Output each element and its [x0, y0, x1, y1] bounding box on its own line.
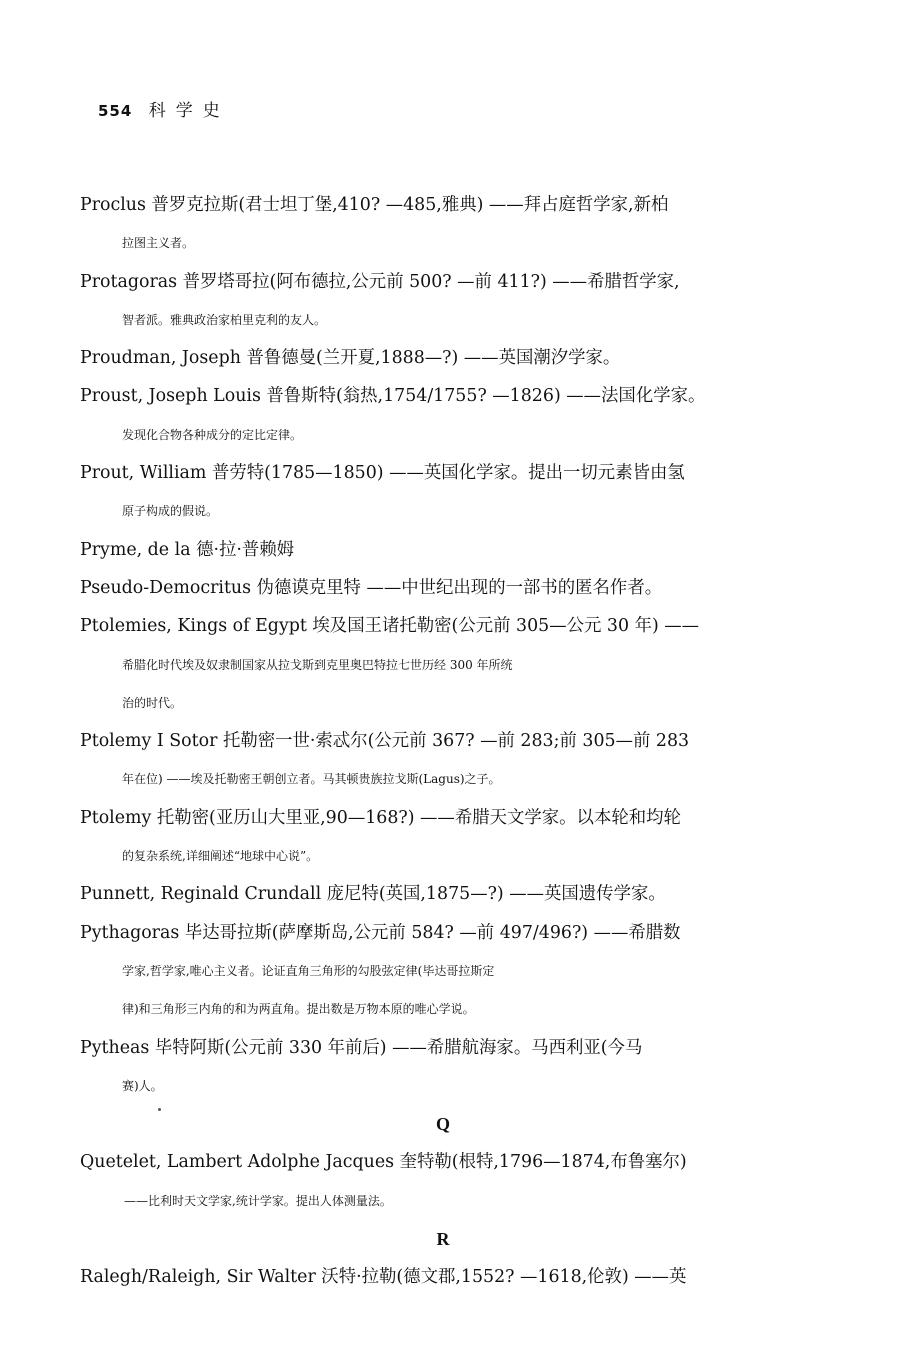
glossary-body [80, 186, 806, 1297]
entry-continuation-line: 拉图主义者。 [122, 236, 195, 251]
page-header [98, 96, 230, 121]
entry-first-line: Ptolemy 托勒密(亚历山大里亚,90—168?) ——希腊天文学家。以本轮和均轮 [80, 807, 681, 828]
entry-continuation-line: ——比利时天文学家,统计学家。提出人体测量法。 [124, 1193, 392, 1208]
glossary-entry [80, 531, 806, 569]
entry-first-line: Pryme, de la 德·拉·普赖姆 [80, 539, 295, 560]
glossary-entry [80, 377, 806, 454]
entry-first-line: Punnett, Reginald Crundall 庞尼特(英国,1875—?) ——英国遗传学家。 [80, 884, 666, 905]
entry-continuation-line: 智者派。雅典政治家柏里克利的友人。 [122, 312, 327, 327]
section-heading-r: R [436, 1229, 450, 1250]
running-title: 科学史 [148, 101, 230, 121]
entry-first-line: Pythagoras 毕达哥拉斯(萨摩斯岛,公元前 584? —前 497/496?) ——希腊数 [80, 922, 681, 943]
entry-first-line: Pytheas 毕特阿斯(公元前 330 年前后) ——希腊航海家。马西利亚(今马 [80, 1037, 643, 1058]
entry-continuation-line: 发现化合物各种成分的定比定律。 [122, 427, 303, 442]
entry-first-line: Quetelet, Lambert Adolphe Jacques 奎特勒(根特,1796—1874,布鲁塞尔) [80, 1152, 687, 1173]
glossary-entry [80, 1143, 806, 1220]
glossary-entry [80, 1029, 806, 1106]
stray-dot-mark [158, 1108, 161, 1111]
glossary-entry [80, 263, 806, 340]
entry-first-line: Prout, William 普劳特(1785—1850) ——英国化学家。提出一切元素皆由氢 [80, 463, 685, 484]
entries-q [80, 1143, 806, 1220]
entry-continuation-line: 希腊化时代埃及奴隶制国家从拉戈斯到克里奥巴特拉七世历经 300 年所统 [122, 657, 513, 672]
entry-continuation-line: 赛)人。 [122, 1078, 163, 1093]
entry-first-line: Proclus 普罗克拉斯(君士坦丁堡,410? —485,雅典) ——拜占庭哲学家,新柏 [80, 195, 669, 215]
glossary-entry [80, 1258, 806, 1296]
entry-continuation-line: 原子构成的假说。 [122, 504, 219, 519]
entry-continuation-line: 的复杂系统,详细阐述“地球中心说”。 [122, 849, 319, 864]
entry-continuation-line: 律)和三角形三内角的和为两直角。提出数是万物本原的唯心学说。 [122, 1002, 475, 1017]
entry-continuation-line: 学家,哲学家,唯心主义者。论证直角三角形的勾股弦定律(毕达哥拉斯定 [122, 963, 495, 978]
entries-r [80, 1258, 806, 1296]
glossary-entry [80, 454, 806, 531]
glossary-entry [80, 914, 806, 1029]
glossary-entry [80, 875, 806, 913]
entry-continuation-line: 治的时代。 [122, 695, 183, 710]
entry-first-line: Pseudo-Democritus 伪德谟克里特 ——中世纪出现的一部书的匿名作者。 [80, 577, 663, 598]
entry-first-line: Proust, Joseph Louis 普鲁斯特(翁热,1754/1755? —1826) ——法国化学家。 [80, 386, 706, 407]
page-number: 554 [98, 102, 133, 120]
entry-first-line: Proudman, Joseph 普鲁德曼(兰开夏,1888—?) ——英国潮汐学家。 [80, 348, 621, 369]
entry-first-line: Ptolemy Ⅰ Sotor 托勒密一世·索忒尔(公元前 367? —前 283;前 305—前 283 [80, 731, 690, 752]
glossary-entry [80, 339, 806, 377]
glossary-entry [80, 607, 806, 722]
section-heading-q: Q [435, 1114, 450, 1135]
glossary-entry [80, 569, 806, 607]
entry-continuation-line: 年在位) ——埃及托勒密王朝创立者。马其顿贵族拉戈斯(Lagus)之子。 [122, 772, 501, 787]
entry-first-line: Protagoras 普罗塔哥拉(阿布德拉,公元前 500? —前 411?) ——希腊哲学家, [80, 271, 680, 292]
entry-first-line: Ralegh/Raleigh, Sir Walter 沃特·拉勒(德文郡,1552? —1618,伦敦) ——英 [80, 1267, 687, 1288]
glossary-entry [80, 186, 806, 263]
entry-first-line: Ptolemies, Kings of Egypt 埃及国王诸托勒密(公元前 305—公元 30 年) —— [80, 616, 700, 637]
glossary-entry [80, 722, 806, 799]
glossary-entry [80, 799, 806, 876]
entries-p [80, 186, 806, 1105]
